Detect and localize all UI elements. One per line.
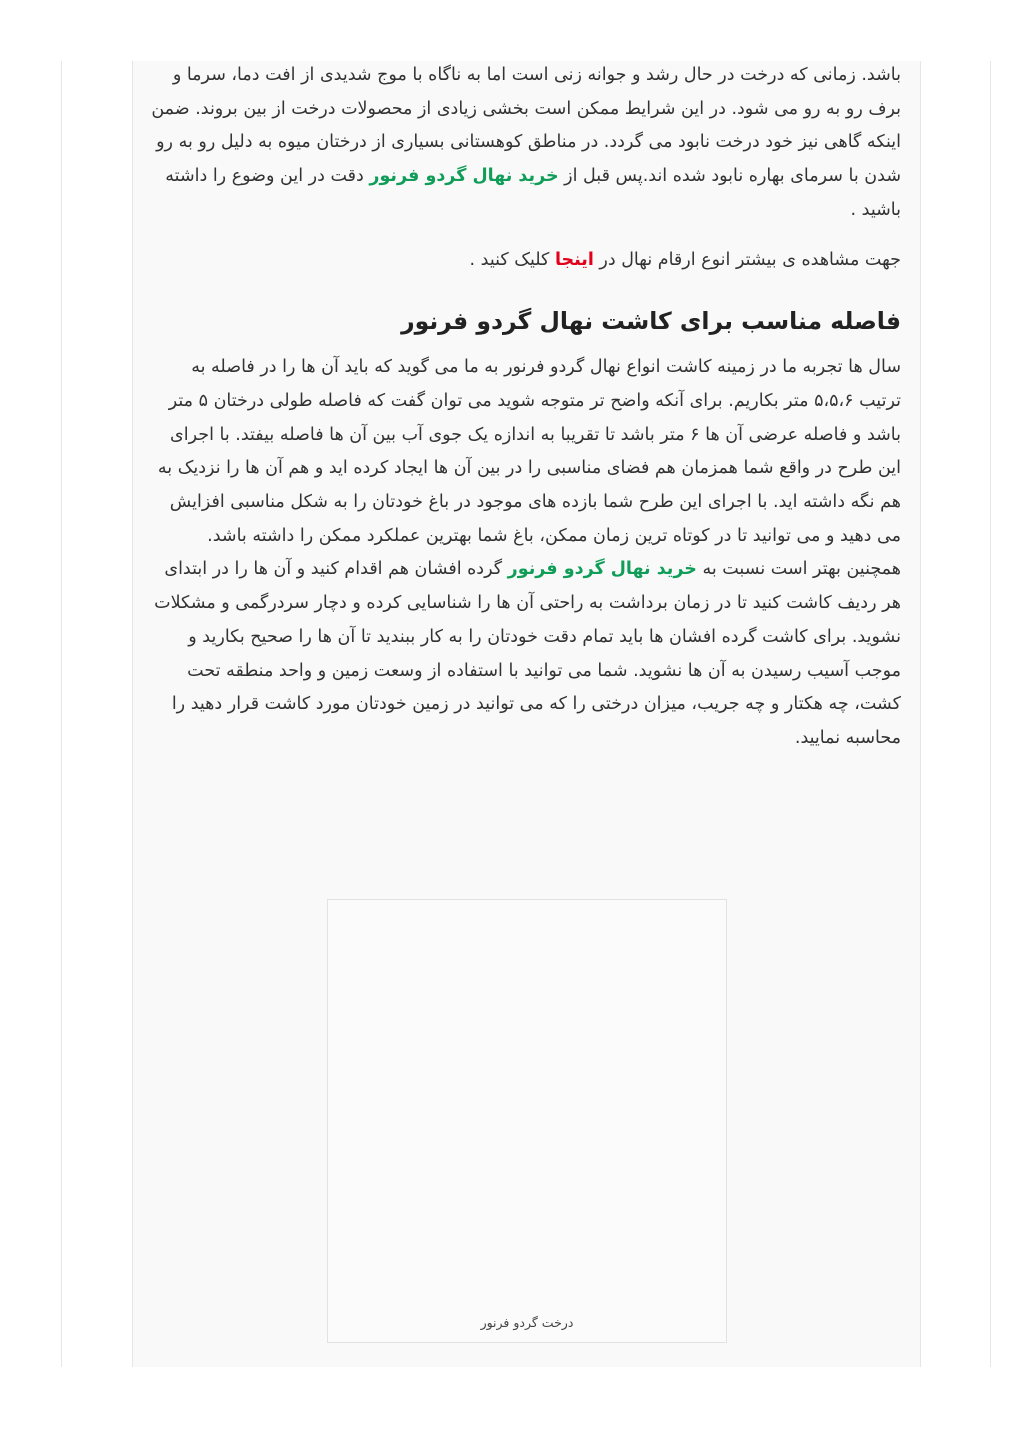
paragraph-text: گرده افشان هم اقدام کنید و آن ها را در ابتدای هر ردیف کاشت کنید تا در زمان برداشت به راحتی آن ها را شناسایی کرده و دچار سردرگمی و مشکلات نشوید. برای کاشت گرده افشان ها باید تمام دقت خودتان را به کار ببندید تا آن ها را صحیح بکارید و موجب آسیب رسیدن به آن ها نشوید. شما می توانید با استفاده از وسعت زمین و واحد منطقه تحت کشت، چه هکتار و چه جریب، میزان درختی را که می توانید در زمین خودتان مورد کاشت قرار دهید را محاسبه نمایید. bbox=[154, 559, 901, 748]
paragraph-text: جهت مشاهده ی بیشتر انوع ارقام نهال در bbox=[593, 249, 901, 270]
buy-farnor-walnut-link[interactable]: خرید نهال گردو فرنور bbox=[369, 166, 559, 187]
paragraph-planting-distance bbox=[150, 351, 901, 755]
paragraph-see-more bbox=[150, 244, 901, 278]
buy-farnor-walnut-link[interactable]: خرید نهال گردو فرنور bbox=[507, 559, 697, 580]
walnut-tree-figure bbox=[327, 899, 727, 1343]
article-body bbox=[150, 59, 901, 756]
here-link[interactable]: اینجا bbox=[554, 249, 594, 270]
paragraph-text: کلیک کنید . bbox=[469, 249, 555, 270]
walnut-tree-image bbox=[328, 900, 726, 1300]
paragraph-text: دقت در این وضوع را داشته باشید . bbox=[165, 166, 901, 220]
section-heading-planting-distance: فاصله مناسب برای کاشت نهال گردو فرنور bbox=[401, 307, 901, 336]
paragraph-text: سال ها تجربه ما در زمینه کاشت انواع نهال گردو فرنور به ما می گوید که باید آن ها را در فاصله به ترتیب ۵،۵،۶ متر بکاریم. برای آنکه واضح تر متوجه شوید می توان گفت که فاصله طولی درختان ۵ متر باشد و فاصله عرضی آن ها ۶ متر باشد تا تقریبا به اندازه یک جوی آب بین آن ها فاصله بیفتد. با اجرای این طرح در واقع شما همزمان هم فضای مناسبی را در بین آن ها ایجاد کرده اید و هم آن ها را نزدیک به هم نگه داشته اید. با اجرای این طرح شما بازده های موجود در باغ خودتان را به شکل مناسبی افزایش می دهید و می توانید تا در کوتاه ترین زمان ممکن، باغ شما بهترین عملکرد ممکن را داشته باشد. همچنین بهتر است نسبت به bbox=[157, 357, 901, 580]
paragraph-spring-frost bbox=[150, 59, 901, 228]
figure-caption: درخت گردو فرنور bbox=[480, 1315, 574, 1330]
paragraph-text: باشد. زمانی که درخت در حال رشد و جوانه زنی است اما به ناگاه با موج شدیدی از افت دما، سرما و برف رو به رو می شود. در این شرایط ممکن است بخشی زیادی از محصولات درخت از بین بروند. ضمن اینکه گاهی نیز خود درخت نابود می گردد. در مناطق کوهستانی بسیاری از درختان میوه به دلیل رو به رو شدن با سرمای بهاره نابود شده اند.پس قبل از bbox=[151, 65, 901, 187]
